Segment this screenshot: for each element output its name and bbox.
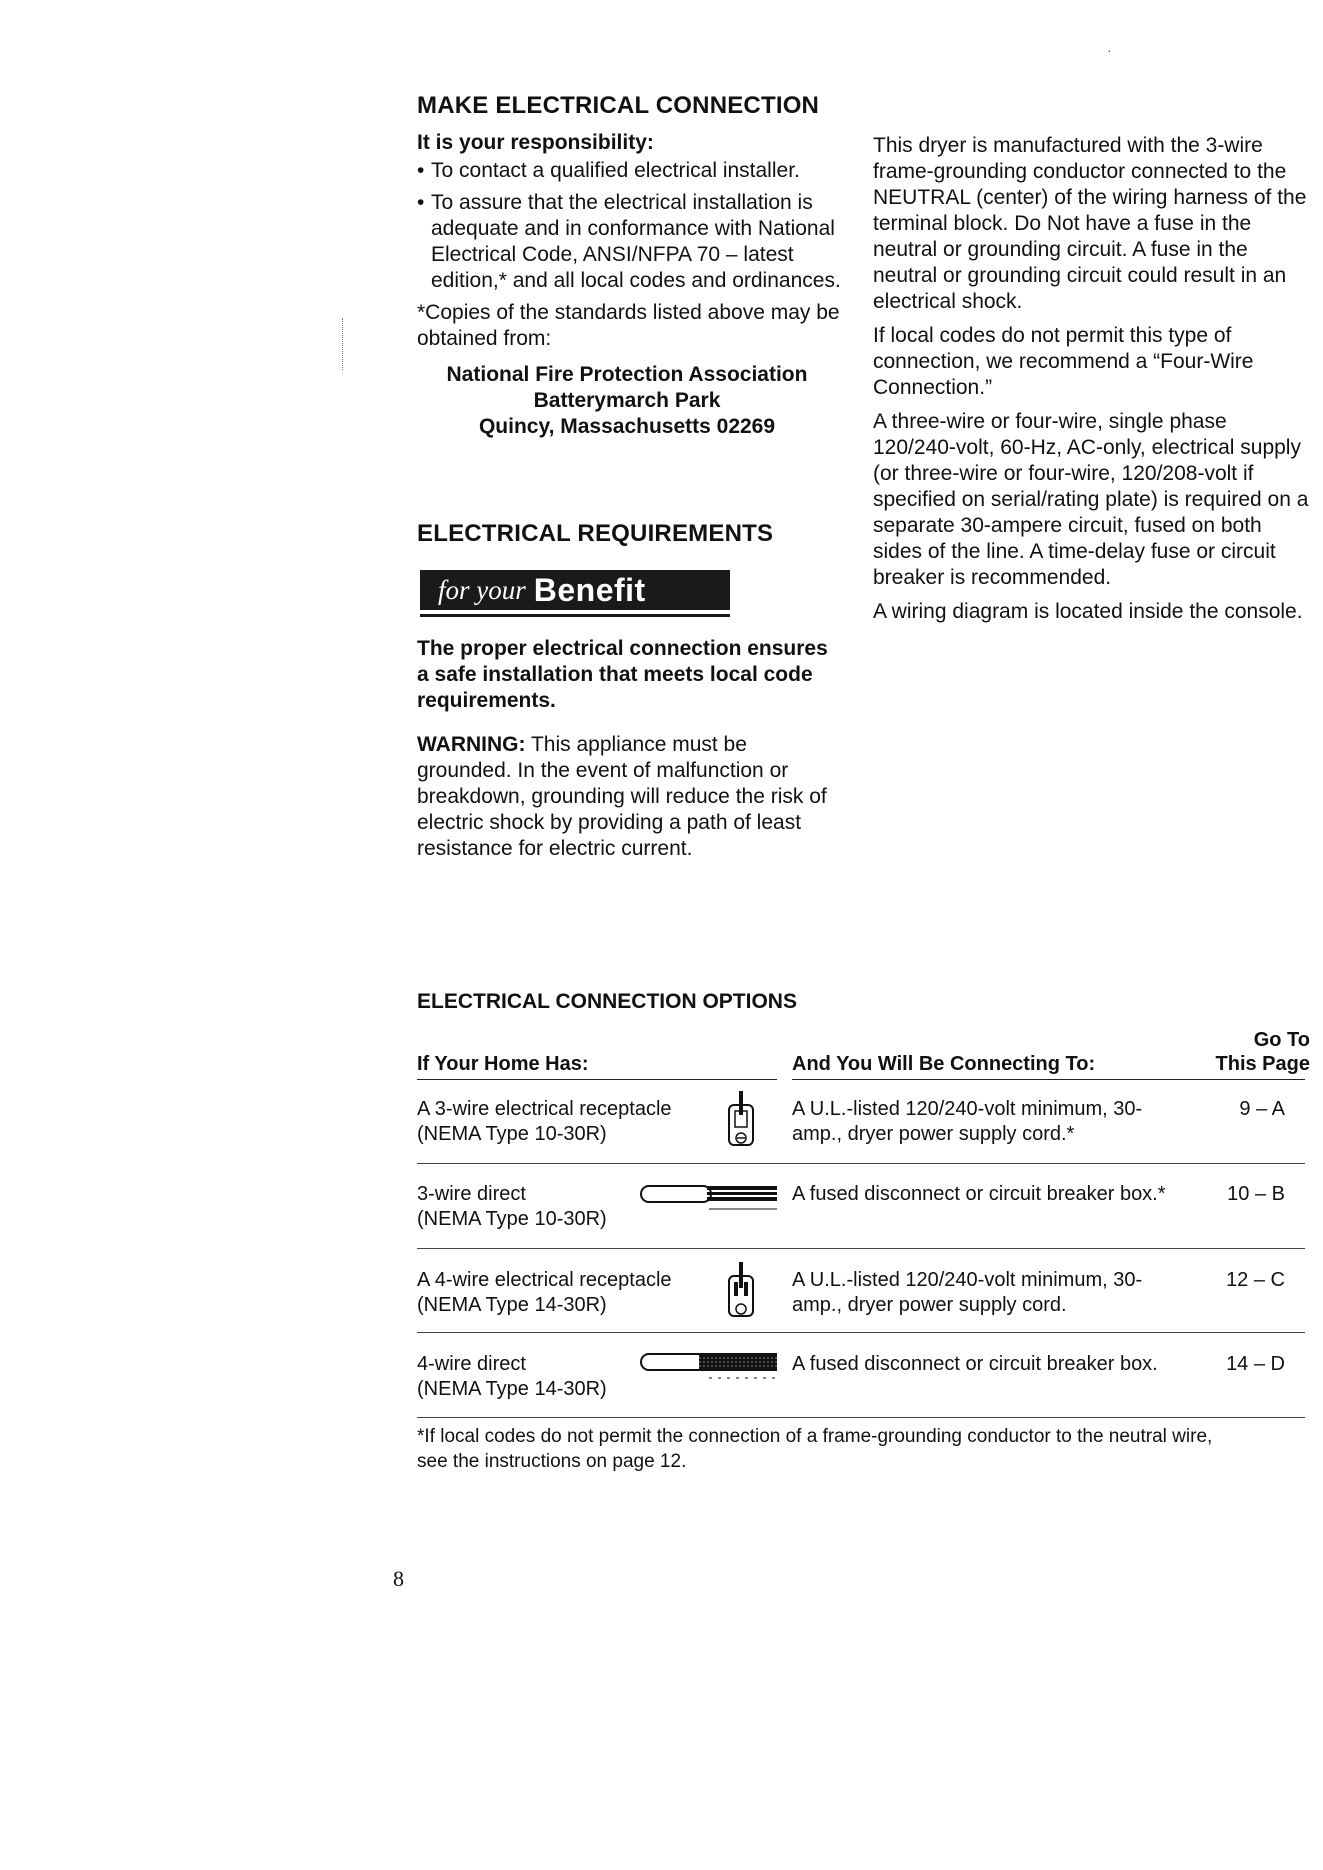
bullet-text: To assure that the electrical installation is adequate and in conformance with National Electrical Code, ANSI/NFPA 70 – latest edition,* and all local codes and ordinances. xyxy=(431,191,841,292)
home-line: (NEMA Type 10-30R) xyxy=(417,1208,607,1230)
home-line: 3-wire direct xyxy=(417,1183,526,1205)
receptacle-3-wire-icon xyxy=(723,1091,759,1153)
page-cell: 9 – A xyxy=(1239,1098,1285,1120)
home-line: A 4-wire electrical receptacle xyxy=(417,1269,672,1291)
standards-note: *Copies of the standards listed above may be obtained from: xyxy=(417,301,840,350)
address-line: Batterymarch Park xyxy=(533,389,721,412)
home-line: (NEMA Type 10-30R) xyxy=(417,1123,607,1145)
column-header-connect: And You Will Be Connecting To: xyxy=(792,1053,1096,1075)
footnote: *If local codes do not permit the connection of a frame-grounding conductor to the neutral wire, see the instructions on page 12. xyxy=(417,1426,1213,1472)
scan-mark: · xyxy=(1107,42,1112,58)
row-rule xyxy=(417,1417,1305,1418)
header-rule xyxy=(792,1079,1305,1080)
benefit-statement: The proper electrical connection ensures a safe installation that meets local code requirements. xyxy=(417,637,828,712)
page-number: 8 xyxy=(393,1566,404,1591)
column-header-goto xyxy=(1190,1028,1310,1076)
page-cell: 14 – D xyxy=(1226,1353,1285,1375)
bullet-dot: • xyxy=(417,159,425,182)
address-line: Quincy, Massachusetts 02269 xyxy=(478,415,776,438)
connect-cell: A U.L.-listed 120/240-volt minimum, 30-amp., dryer power supply cord.* xyxy=(792,1098,1143,1145)
grounding-info-column xyxy=(873,133,1313,633)
make-connection-title: MAKE ELECTRICAL CONNECTION xyxy=(417,92,820,119)
direct-wire-cable-icon xyxy=(639,1350,779,1382)
table-row xyxy=(417,1097,1305,1181)
home-cell xyxy=(417,1268,717,1318)
connect-cell: A U.L.-listed 120/240-volt minimum, 30-amp., dryer power supply cord. xyxy=(792,1269,1143,1316)
address-line: National Fire Protection Association xyxy=(446,363,808,386)
paragraph: If local codes do not permit this type of connection, we recommend a “Four-Wire Connection.” xyxy=(873,324,1254,399)
make-connection-section xyxy=(417,92,847,440)
bullet-item xyxy=(417,158,847,184)
paragraph: This dryer is manufactured with the 3-wire frame-grounding conductor connected to the NEUTRAL (center) of the wiring harness of the terminal block. Do Not have a fuse in the neutral or grounding circuit. A fuse in the neutral or grounding circuit could result in an electrical shock. xyxy=(873,134,1307,313)
bullet-text: To contact a qualified electrical installer. xyxy=(431,159,800,182)
for-your-benefit-banner xyxy=(420,570,730,610)
connection-options-title: ELECTRICAL CONNECTION OPTIONS xyxy=(417,990,797,1013)
row-rule xyxy=(417,1163,1305,1164)
header-rule xyxy=(417,1079,777,1080)
bullet-item xyxy=(417,190,847,294)
margin-mark xyxy=(342,318,344,370)
goto-line: Go To xyxy=(1253,1029,1310,1051)
page-cell: 10 – B xyxy=(1227,1183,1285,1205)
table-row xyxy=(417,1268,1305,1352)
paragraph: A three-wire or four-wire, single phase 120/240-volt, 60-Hz, AC-only, electrical supply (or three-wire or four-wire, 120/208-volt if specified on serial/rating plate) is required on a separate 30-ampere circuit, fused on both sides of the line. A time-delay fuse or circuit breaker is recommended. xyxy=(873,410,1309,589)
responsibility-heading: It is your responsibility: xyxy=(417,131,654,154)
receptacle-4-wire-icon xyxy=(723,1262,759,1324)
direct-wire-cable-icon xyxy=(639,1182,779,1214)
electrical-requirements-title: ELECTRICAL REQUIREMENTS xyxy=(417,520,774,547)
warning-paragraph xyxy=(417,732,847,862)
home-line: (NEMA Type 14-30R) xyxy=(417,1294,607,1316)
benefit-underline xyxy=(420,614,730,617)
home-line: 4-wire direct xyxy=(417,1353,526,1375)
home-cell xyxy=(417,1097,717,1147)
home-line: A 3-wire electrical receptacle xyxy=(417,1098,672,1120)
page-cell: 12 – C xyxy=(1226,1269,1285,1291)
warning-text: This appliance must be grounded. In the event of malfunction or breakdown, grounding will reduce the risk of electric shock by providing a path of least resistance for electric current. xyxy=(417,733,827,860)
column-header-home: If Your Home Has: xyxy=(417,1053,589,1075)
connect-cell: A fused disconnect or circuit breaker box.* xyxy=(792,1183,1166,1205)
warning-label: WARNING: xyxy=(417,733,526,756)
connect-cell: A fused disconnect or circuit breaker box. xyxy=(792,1353,1158,1375)
paragraph: A wiring diagram is located inside the console. xyxy=(873,600,1303,623)
benefit-word: Benefit xyxy=(533,571,646,608)
home-line: (NEMA Type 14-30R) xyxy=(417,1378,607,1400)
row-rule xyxy=(417,1248,1305,1249)
nfpa-address xyxy=(417,362,847,440)
row-rule xyxy=(417,1332,1305,1333)
benefit-for-text: for your xyxy=(438,574,526,605)
goto-line: This Page xyxy=(1215,1053,1310,1075)
table-row xyxy=(417,1182,1305,1266)
bullet-dot: • xyxy=(417,191,425,214)
